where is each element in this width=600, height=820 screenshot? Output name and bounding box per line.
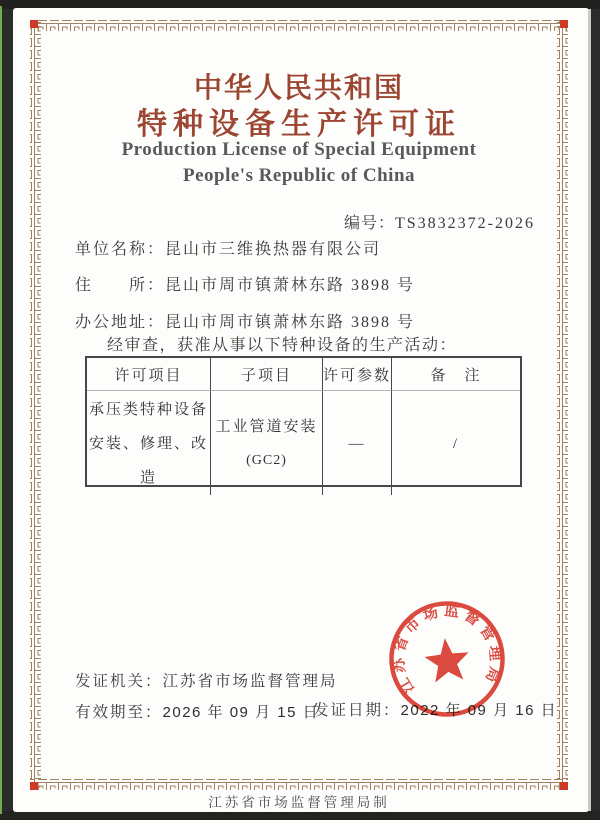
license-number-value: TS3832372-2026 [395,215,535,232]
permit-item-line1: 承压类特种设备 [88,402,208,418]
issue-date-label: 发证日期： [313,702,401,719]
printed-by-note: 江苏省市场监督管理局制 [208,795,390,810]
issuing-authority-label: 发证机关： [75,673,163,690]
title-english-line1: Production License of Special Equipment [121,139,477,160]
company-name-row [75,236,381,259]
issuing-authority-value: 江苏省市场监督管理局 [162,673,338,690]
table-cell-permit-item [87,391,211,495]
border-corner-top-right [560,20,568,28]
approval-intro-line: 经审查，获准从事以下特种设备的生产活动： [107,337,458,354]
sub-item-line1: 工业管道安装 [215,419,318,435]
table-cell-parameters [323,391,392,495]
border-corner-bottom-right [560,782,568,790]
license-number [344,210,535,233]
permit-table [85,356,522,487]
table-cell-remark [392,391,520,495]
permit-item-line2: 安装、修理、改造 [88,436,208,486]
table-header-remark: 备 注 [392,358,520,391]
residence-label: 住 所： [75,277,166,294]
issue-date-value: 2022 年 09 月 16 日 [400,702,558,719]
company-name-value: 昆山市三维换热器有限公司 [165,241,382,258]
table-header-parameters: 许可参数 [323,358,392,391]
title-license-name: 特种设备生产许可证 [137,108,461,141]
sub-item-line2: (GC2) [246,453,287,468]
table-header-sub-item: 子项目 [211,358,323,391]
valid-until-row [75,700,319,722]
parameters-value: — [348,436,366,452]
table-cell-sub-item [211,391,323,495]
border-corner-top-left [30,20,38,28]
border-corner-bottom-left [30,782,38,790]
issuing-authority-row [75,669,338,691]
office-address-label: 办公地址： [75,314,166,331]
license-number-label: 编号： [343,215,395,232]
residence-row [75,272,415,295]
seal-star-icon [423,636,471,683]
office-address-row [75,309,415,332]
valid-until-label: 有效期至： [75,704,163,721]
office-address-value: 昆山市周市镇萧林东路 3898 号 [165,314,416,331]
valid-until-value: 2026 年 09 月 15 日 [162,704,320,721]
seal-text-curved: 江苏省市场监督管理局 [390,602,504,696]
remark-value: / [452,436,460,452]
official-red-seal [378,590,516,728]
title-country: 中华人民共和国 [193,73,404,104]
company-name-label: 单位名称： [75,241,166,258]
title-english-line2: People's Republic of China [182,165,416,186]
table-header-permit-item: 许可项目 [87,358,211,391]
residence-value: 昆山市周市镇萧林东路 3898 号 [165,277,416,294]
